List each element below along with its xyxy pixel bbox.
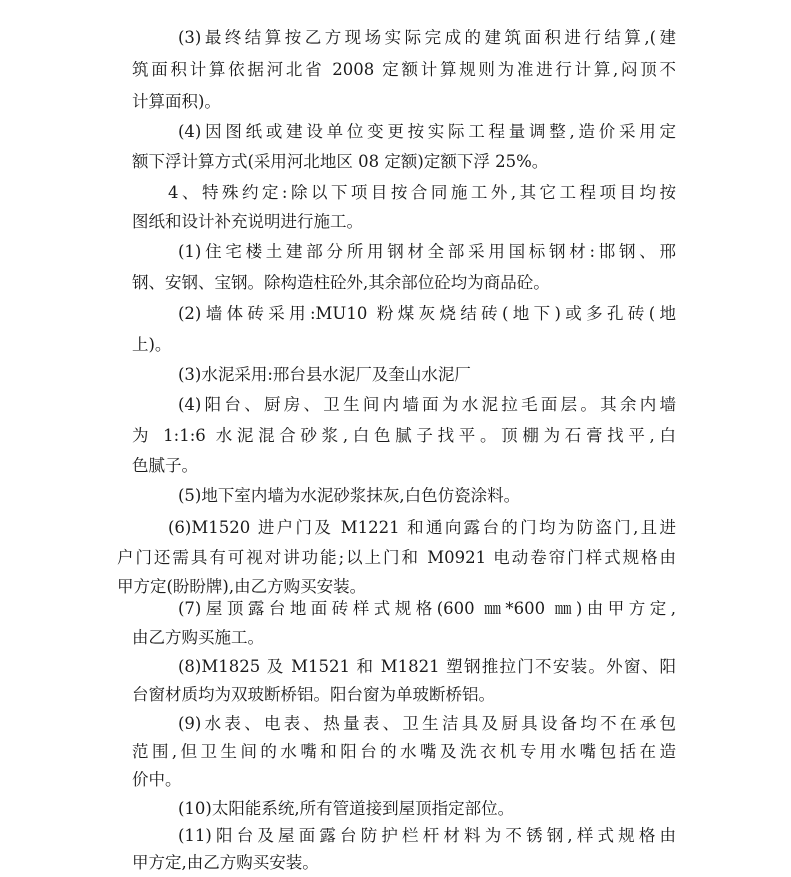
item-5-line-1: (5)地下室内墙为水泥砂浆抹灰,白色仿瓷涂料。 [178, 486, 521, 505]
item-4-line-2: 为 1:1:6 水泥混合砂浆,白色腻子找平。顶棚为石膏找平,白 [132, 426, 676, 445]
section-4-line-1: 4、特殊约定:除以下项目按合同施工外,其它工程项目均按 [168, 183, 676, 202]
item-7-line-2: 由乙方购买施工。 [132, 628, 264, 647]
item-9-line-3: 价中。 [132, 770, 182, 789]
item-3-line-1: (3)水泥采用:邢台县水泥厂及奎山水泥厂 [178, 365, 471, 384]
item-11-line-1: (11)阳台及屋面露台防护栏杆材料为不锈钢,样式规格由 [178, 826, 676, 845]
item-1-line-1: (1)住宅楼土建部分所用钢材全部采用国标钢材:邯钢、邢 [178, 242, 676, 261]
item-9-line-2: 范围,但卫生间的水嘴和阳台的水嘴及洗衣机专用水嘴包括在造 [132, 742, 676, 761]
item-10-line-1: (10)太阳能系统,所有管道接到屋顶指定部位。 [178, 799, 515, 818]
paragraph-4-line-1: (4)因图纸或建设单位变更按实际工程量调整,造价采用定 [178, 122, 676, 141]
item-6-line-3: 甲方定(盼盼牌),由乙方购买安装。 [117, 577, 367, 596]
paragraph-3-line-2: 筑面积计算依据河北省 2008 定额计算规则为准进行计算,闷顶不 [132, 60, 676, 79]
item-6-line-2: 户门还需具有可视对讲功能;以上门和 M0921 电动卷帘门样式规格由 [117, 548, 676, 567]
item-7-line-1: (7)屋顶露台地面砖样式规格(600 ㎜*600 ㎜)由甲方定, [178, 599, 676, 618]
item-8-line-2: 台窗材质均为双玻断桥铝。阳台窗为单玻断桥铝。 [132, 685, 495, 704]
paragraph-4-line-2: 额下浮计算方式(采用河北地区 08 定额)定额下浮 25%。 [132, 152, 549, 171]
section-4-line-2: 图纸和设计补充说明进行施工。 [132, 212, 363, 231]
item-6-line-1: (6)M1520 进户门及 M1221 和通向露台的门均为防盗门,且进 [168, 518, 676, 537]
item-2-line-1: (2)墙体砖采用:MU10 粉煤灰烧结砖(地下)或多孔砖(地 [178, 304, 676, 323]
paragraph-3-line-3: 计算面积)。 [132, 92, 221, 111]
item-11-line-2: 甲方定,由乙方购买安装。 [132, 853, 319, 872]
item-4-line-3: 色腻子。 [132, 456, 198, 475]
paragraph-3-line-1: (3)最终结算按乙方现场实际完成的建筑面积进行结算,(建 [178, 28, 676, 47]
item-1-line-2: 钢、安钢、宝钢。除构造柱砼外,其余部位砼均为商品砼。 [132, 273, 550, 292]
item-9-line-1: (9)水表、电表、热量表、卫生洁具及厨具设备均不在承包 [178, 714, 676, 733]
item-2-line-2: 上)。 [132, 335, 172, 354]
item-8-line-1: (8)M1825 及 M1521 和 M1821 塑钢推拉门不安装。外窗、阳 [178, 657, 676, 676]
item-4-line-1: (4)阳台、厨房、卫生间内墙面为水泥拉毛面层。其余内墙 [178, 395, 676, 414]
